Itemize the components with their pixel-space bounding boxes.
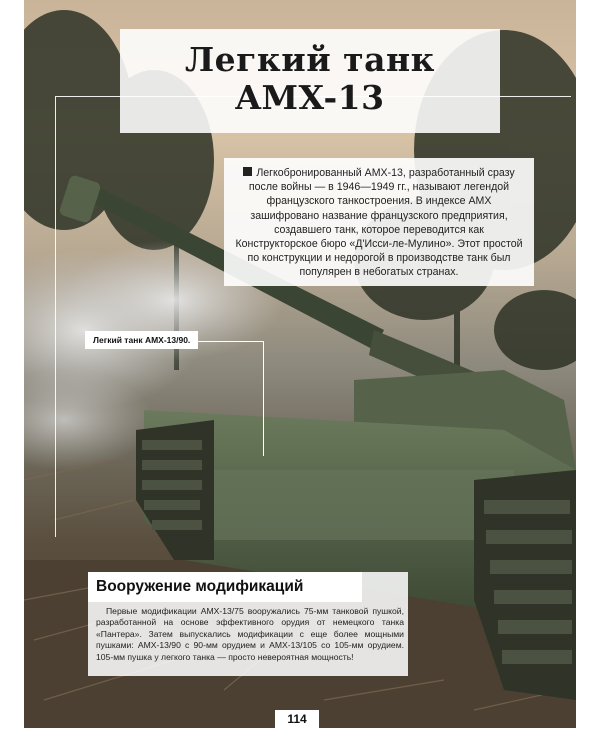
armament-body xyxy=(96,606,404,663)
armament-heading-box xyxy=(88,572,362,602)
armament-heading: Вооружение модификаций xyxy=(96,578,304,595)
intro-text: Легкобронированный AMX-13, разработанный сразу после войны — в 1946—1949 гг., называют легендой французского танкостроения. В индексе AMX зашифровано название французского предприятия, создавшего танк, которое переводится как Конструкторское бюро «Д'Исси-ле-Мулино». Этот простой по конструкции и недорогой в производстве танк был популярен в небогатых странах. xyxy=(235,167,523,279)
page-title-line2: AMX-13 xyxy=(235,78,385,117)
armament-paragraph: Первые модификации AMX-13/75 вооружались 75-мм танковой пушкой, разработанной на основе эффективного орудия от немецкого танка «Пантера». Затем выпускались модификации с еще более мощными пушками: AMX-13/90 с 90-мм орудием и AMX-13/105 со 105-мм орудием. 105-мм пушка у легкого танка — просто невероятная мощность! xyxy=(96,606,404,662)
page-title-line1: Легкий танк xyxy=(185,40,435,79)
intro-box xyxy=(224,158,534,286)
photo-caption: Легкий танк AMX-13/90. xyxy=(85,331,198,349)
caption-leader-line-vertical xyxy=(263,341,264,456)
title-box xyxy=(120,29,500,133)
page-number: 114 xyxy=(275,710,319,728)
intro-paragraph xyxy=(234,166,524,280)
bullet-square-icon xyxy=(243,167,252,176)
caption-leader-line xyxy=(198,341,264,342)
